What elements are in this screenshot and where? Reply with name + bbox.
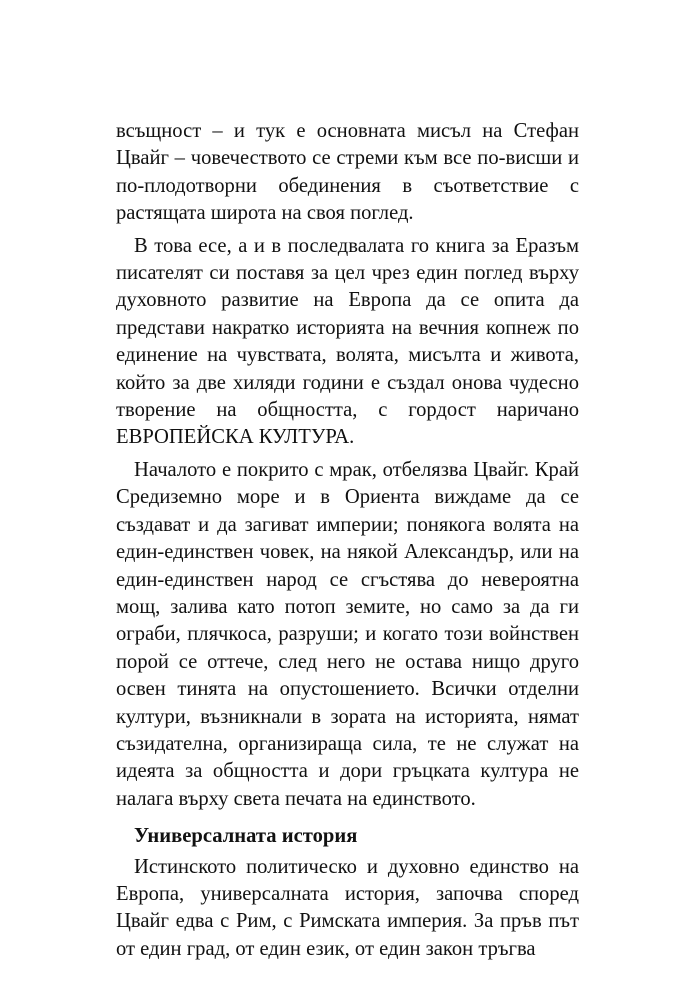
paragraph-2: В това есе, а и в последвалата го книга за Еразъм писателят си поставя за цел чрез един поглед върху духовното развитие на Европа да се опита да представи накратко историята на вечния копнеж по единение на чувствата, волята, мисълта и живота, който за две хиляди години е създал онова чудесно творение на общността, с гордост наричано ЕВРОПЕЙСКА КУЛТУРА. bbox=[116, 234, 579, 449]
paragraph-1: всъщност – и тук е основната мисъл на Стефан Цвайг – човечеството се стреми към все по-висши и по-плодотворни обединения в съответствие с растящата широта на своя поглед. bbox=[116, 120, 579, 225]
paragraph-4: Истинското политическо и духовно единство на Европа, универсалната история, започва според Цвайг едва с Рим, с Римската империя. За пръв път от един град, от един език, от един закон тръгва bbox=[116, 855, 579, 960]
body-text bbox=[116, 118, 579, 968]
section-heading: Универсалната история bbox=[134, 825, 358, 848]
paragraph-3: Началото е покрито с мрак, отбелязва Цвайг. Край Средиземно море и в Ориента виждаме да се създават и да загиват империи; понякога волята на един-единствен човек, на някой Александър, или на един-единствен народ се сгъстява до невероятна мощ, залива като потоп земите, но само за да ги ограби, плячкоса, разруши; и когато този войнствен порой се оттече, след него не остава нищо друго освен тинята на опустошението. Всички отделни култури, възникнали в зората на историята, нямат съзидателна, организираща сила, те не служат на идеята за общността и дори гръцката култура не налага върху света печата на единството. bbox=[116, 458, 579, 810]
